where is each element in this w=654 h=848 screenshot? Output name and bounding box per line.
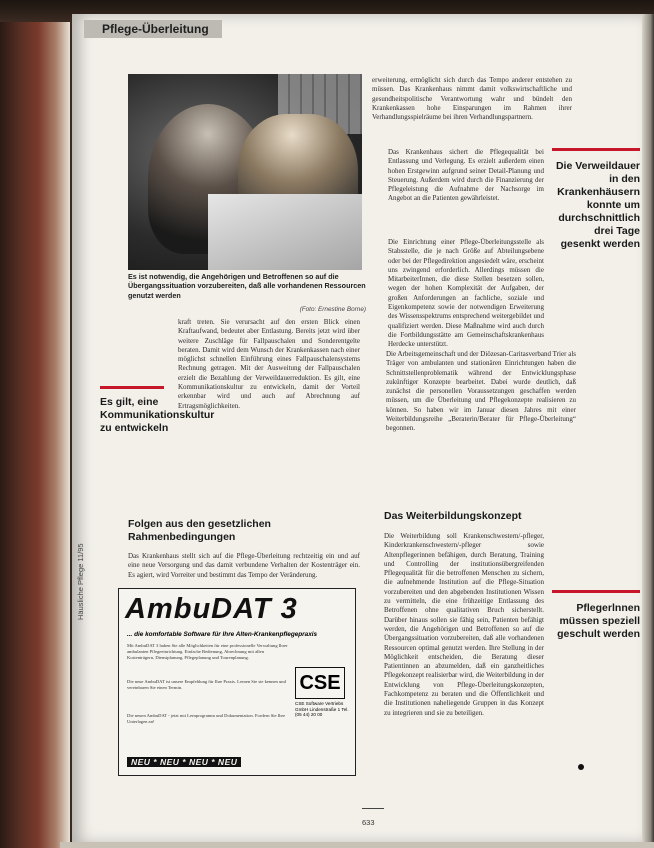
right-para-5: Die Weiterbildung soll Krankenschwestern/-pfleger, Kinderkrankenschwestern/-pfleger sowie Altenpflegerinnen befähigen, durch Beratung, Training und Controlling der institutionsübergreifenden Pflegequalität für die betroffenen Menschen zu sichern, die aufnehmende Institution auf die Pflege-Situation vorzubereiten und den abgebenden Institutionen Wissen zu vermitteln, die eine frühzeitige Entlassung des Betroffenen ohne qualitativen Bruch sicherstellt. Darüber hinaus sollen sie fähig sein, Patienten befähigt werden, die Angehörigen und Betroffenen so auf die Übergangssituation vorzubereiten, daß alle vorhandenen Ressourcen optimal genutzt werden. Ihre Stellung in der Möglichkeit entscheiden, die Beratung dieser Patientinnen an abzumelden, daß ein ganzheitliches Pflegekonzept realisierbar wird, die Weiterbildung in der Entwicklung von Pflege-Überleitungskonzepten, Fachkompetenz zu beraten und die Öffentlichkeit und die Institutionen naheliegende Gruppen in das Konzept zu integrieren und sie zu beteiligen. <box>384 532 544 717</box>
pull-quote-right-1: Die Verweildauer in den Krankenhäusern konnte um durchschnittlich drei Tage gesenkt werden <box>555 160 640 250</box>
ambudat-ad[interactable] <box>118 588 356 776</box>
right-page-edge <box>642 14 654 848</box>
right-heading: Das Weiterbildungskonzept <box>384 510 522 522</box>
bottom-page-edge <box>60 842 654 848</box>
left-para-2: Das Krankenhaus stellt sich auf die Pflege-Überleitung rechtzeitig ein und auf eine neue Versorgung und das damit verbundene Verhalten der Kostenträger ein. Es agiert, wird Vorreiter und bestimmt das Tempo der Veränderung. <box>128 552 360 579</box>
nursing-photo <box>128 74 362 270</box>
right-para-3: Die Einrichtung einer Pflege-Überleitungsstelle als Stabsstelle, die je nach Größe auf Abteilungsebene oder bei der Pflegedirektion angesiedelt wäre, erscheint uns zwingend erforderlich. Allerdings müssen die MitarbeiterInnen, die diese Stellen besetzen sollen, wegen der hohen Komplexität der Aufgaben, der großen Anforderungen an fachliche, soziale und Eigenkompetenz sowie der notwendigen Erweiterung des Wissensspektrums entsprechend weitergebildet und qualifiziert werden. Diese Maßnahme wird auch durch die Fortbildungsstätte am Gemeinschaftskrankenhaus Herdecke unterstützt. <box>388 238 544 349</box>
cse-logo: CSE <box>295 667 345 699</box>
pull-quote-left: Es gilt, eine Kommunikationskultur zu entwickeln <box>100 396 215 434</box>
page-number: 633 <box>362 818 375 827</box>
pull-quote-right-2: Pflegerlnnen müssen speziell geschult werden <box>557 602 640 640</box>
right-para-4: Die Arbeitsgemeinschaft und der Diözesan-Caritasverband Trier als Träger von ambulanten und stationären Einrichtungen haben die Schnittstellenproblematik während der Entwicklungsphase zukünftiger Konzepte bearbeitet. Dabei wurde deutlich, daß zunächst die personellen Voraussetzungen geschaffen werden müssen, um die Überleitung und Pflegekonzepte realisieren zu können. So haben wir im Januar diesen Jahres mit einer Weiterbildungsreihe „Beraterin/Berater für Pflege-Überleitung“ begonnen. <box>386 350 576 433</box>
ad-logo: AmbuDAT 3 <box>125 593 298 625</box>
pull-quote-right2-rule <box>552 590 640 593</box>
pull-quote-right1-rule <box>552 148 640 151</box>
ad-text-1: Mit AmbuDAT 3 haben Sie alle Möglichkeiten für eine professionelle Verwaltung Ihrer ambulanten Pflegeeinrichtung. Einfache Bedienung, Abrechnung mit allen Kostenträgern, Dienstplanung, Pflegeplanung und Tourenplanung. <box>127 643 288 660</box>
photo-caption: Es ist notwendig, die Angehörigen und Betroffenen so auf die Übergangssituation vorzubereiten, daß alle vorhandenen Ressourcen genutzt werden <box>128 272 366 300</box>
ad-address: CSE Software Vertriebs GmbH Lindenstraße 1 Tel. (05 44) 20 00 <box>295 701 349 718</box>
ad-subtitle: ... die komfortable Software für Ihre Alten-Krankenpflegepraxis <box>127 631 318 638</box>
journal-side-label: Häusliche Pflege 11/95 <box>76 543 85 620</box>
book-spine <box>0 0 70 848</box>
right-para-1: erweiterung, ermöglicht sich durch das Tempo anderer entstehen zu müssen. Das Krankenhaus nimmt damit volkswirtschaftliche und gesundheitspolitische Verantwortung wahr und bündelt den Krankenkassen hohe Einsparungen im Rahmen ihrer Verhandlungsspielräume bei ihren Verhandlungspartnern. <box>372 76 572 122</box>
right-para-2: Das Krankenhaus sichert die Pflegequalität bei Entlassung und Verlegung. Es erzielt außerdem einen hohen Erstgewinn aufgrund seiner Detail-Planung und Steuerung. Außerdem wird durch die Finanzierung der Pflegeleistung die Aufnahme der Nachsorge im Angebot an die Patienten gewährleistet. <box>388 148 544 203</box>
left-heading: Folgen aus den gesetzlichen Rahmenbedingungen <box>128 518 271 543</box>
section-tab: Pflege-Überleitung <box>84 20 222 38</box>
pull-quote-left-rule <box>100 386 164 389</box>
photo-credit: (Foto: Ernestine Borne) <box>299 306 366 313</box>
left-para-1: kraft treten. Sie verursacht auf den ersten Blick einen Kraftaufwand, bedeutet aber Entlastung. Bereits jetzt wird über weitere Zuschläge für Fallpauschalen und Sonderentgelte beraten. Damit wird dem Wunsch der Krankenkassen nach einer möglichst schnellen Einführung eines Fallpauschalensystems Rechnung getragen. Mit der Ausweitung der Fallpauschalen erzielt die Bezahlung der Verweildauerreduktion. Es gilt, eine Kommunikationskultur zu entwickeln, damit der Vorteil erkennbar wird und auch auf Abrechnung auf Ertragsmöglichkeiten. <box>178 318 360 410</box>
ad-text-2: Die neue AmbuDAT ist unsere Empfehlung für Ihre Praxis. Lernen Sie sie kennen und vereinbaren Sie einen Termin. <box>127 679 286 690</box>
ad-neu-banner: NEU * NEU * NEU * NEU <box>127 757 241 767</box>
ad-text-3: Die neuen AmbuDAT - jetzt mit Lernprogramm und Dokumentation. Fordern Sie Ihre Unterlagen an! <box>127 713 286 724</box>
end-bullet <box>578 764 584 770</box>
footer-rule <box>362 808 384 809</box>
photo-bedsheet <box>208 194 362 270</box>
